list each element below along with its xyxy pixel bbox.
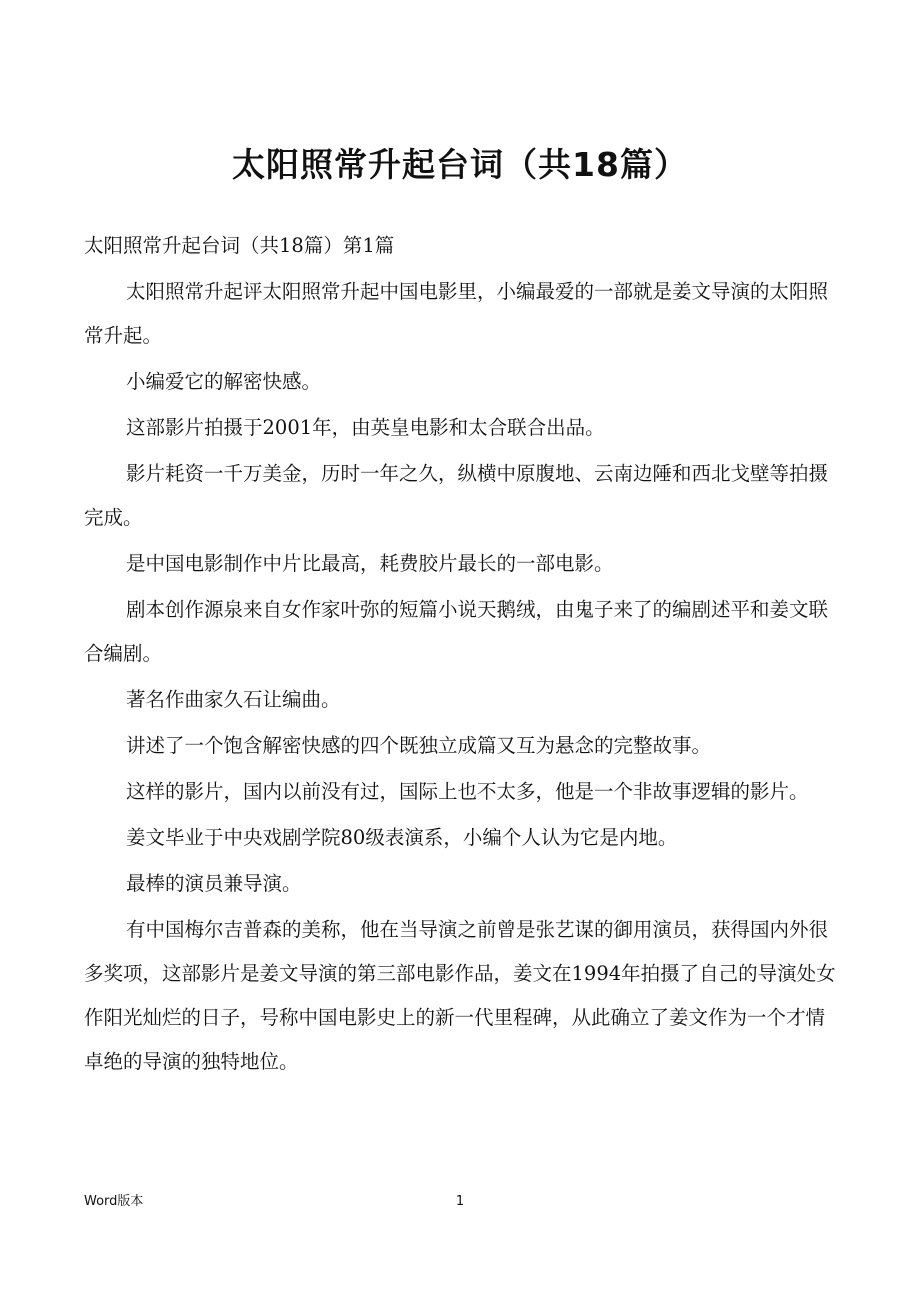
paragraph: 最棒的演员兼导演。	[126, 872, 302, 895]
document-body	[84, 224, 838, 1086]
paragraph: 剧本创作源泉来自女作家叶弥的短篇小说天鹅绒，由鬼子来了的编剧述平和姜文联合编剧。	[84, 598, 829, 665]
footer-label: Word版本	[84, 1194, 144, 1209]
paragraph: 这部影片拍摄于2001年，由英皇电影和太合联合出品。	[126, 416, 605, 439]
paragraph: 太阳照常升起评太阳照常升起中国电影里，小编最爱的一部就是姜文导演的太阳照常升起。	[84, 280, 829, 347]
paragraph: 小编爱它的解密快感。	[126, 370, 322, 393]
page-number: 1	[455, 1194, 465, 1209]
paragraph: 讲述了一个饱含解密快感的四个既独立成篇又互为悬念的完整故事。	[126, 734, 712, 757]
section-heading: 太阳照常升起台词（共18篇）第1篇	[84, 234, 395, 257]
paragraph: 影片耗资一千万美金，历时一年之久，纵横中原腹地、云南边陲和西北戈壁等拍摄完成。	[84, 462, 829, 529]
page-title: 太阳照常升起台词（共18篇）	[232, 145, 688, 184]
paragraph: 是中国电影制作中片比最高，耗费胶片最长的一部电影。	[126, 552, 614, 575]
paragraph: 姜文毕业于中央戏剧学院80级表演系，小编个人认为它是内地。	[126, 826, 678, 849]
paragraph: 有中国梅尔吉普森的美称，他在当导演之前曾是张艺谋的御用演员，获得国内外很多奖项，这部影片是姜文导演的第三部电影作品，姜文在1994年拍摄了自己的导演处女作阳光灿烂的日子，号称中国电影史上的新一代里程碑，从此确立了姜文作为一个才情卓绝的导演的独特地位。	[84, 918, 836, 1073]
paragraph: 这样的影片，国内以前没有过，国际上也不太多，他是一个非故事逻辑的影片。	[126, 780, 809, 803]
paragraph: 著名作曲家久石让编曲。	[126, 688, 341, 711]
